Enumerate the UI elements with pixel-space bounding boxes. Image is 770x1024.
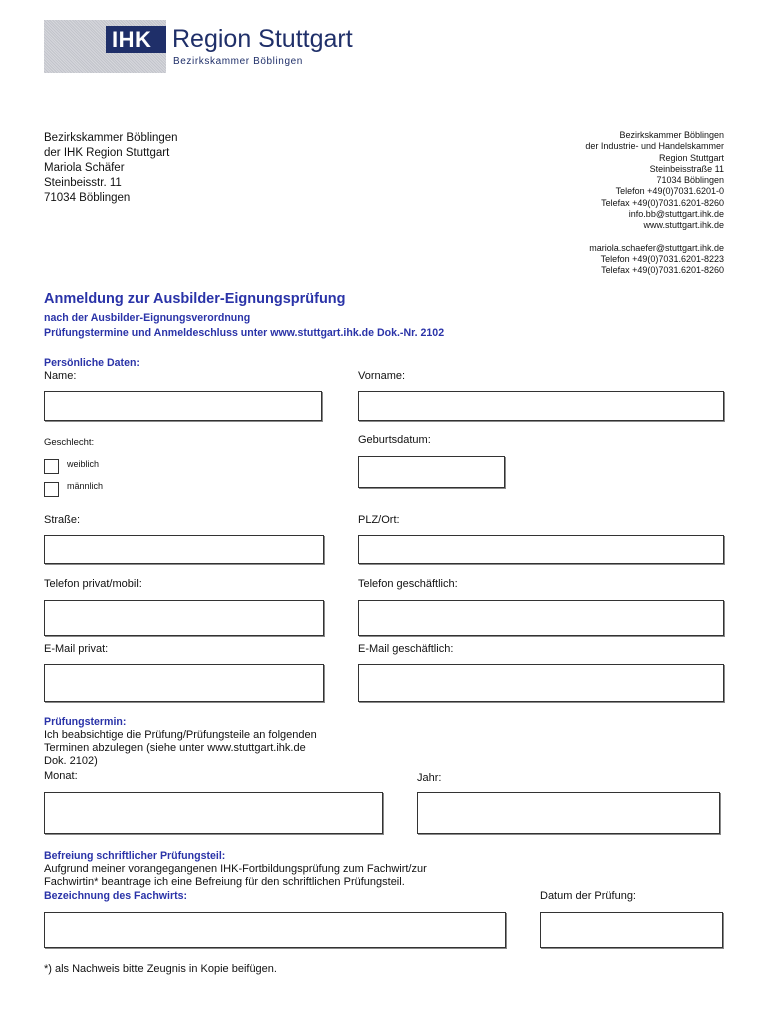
- female-checkbox[interactable]: [44, 459, 59, 474]
- fachwirt-label: Bezeichnung des Fachwirts:: [44, 890, 188, 902]
- email-private-field[interactable]: [44, 664, 324, 702]
- year-field[interactable]: [417, 792, 720, 834]
- plz-field[interactable]: [358, 535, 724, 564]
- contact-block: [585, 130, 724, 277]
- gender-label: Geschlecht:: [44, 437, 95, 448]
- contact-line: Telefon +49(0)7031.6201-8223: [600, 253, 724, 264]
- phone-business-label: Telefon geschäftlich:: [358, 578, 458, 590]
- phone-business-field[interactable]: [358, 600, 724, 636]
- logo-ihk: IHK: [106, 26, 166, 53]
- recipient-address: [44, 131, 178, 206]
- address-line: Bezirkskammer Böblingen: [44, 132, 178, 144]
- address-line: Mariola Schäfer: [44, 162, 125, 174]
- exemption-text: [44, 863, 427, 889]
- form-subtitle-deadline: Prüfungstermine und Anmeldeschluss unter www.stuttgart.ihk.de Dok.-Nr. 2102: [44, 327, 445, 339]
- address-line: Steinbeisstr. 11: [44, 177, 122, 189]
- contact-email[interactable]: info.bb@stuttgart.ihk.de: [628, 209, 724, 220]
- contact-line: Region Stuttgart: [658, 152, 724, 163]
- exam-date-heading: Prüfungstermin:: [44, 716, 127, 728]
- email-business-label: E-Mail geschäftlich:: [358, 643, 454, 655]
- month-label: Monat:: [44, 770, 78, 782]
- exam-text-line: Dok. 2102): [44, 755, 98, 768]
- logo-region-name: Region Stuttgart: [172, 25, 353, 53]
- name-label: Name:: [44, 370, 77, 382]
- female-label: weiblich: [67, 459, 100, 469]
- birthdate-field[interactable]: [358, 456, 505, 488]
- personal-email[interactable]: mariola.schaefer@stuttgart.ihk.de: [589, 242, 724, 253]
- year-label: Jahr:: [417, 772, 442, 784]
- street-label: Straße:: [44, 514, 81, 526]
- footnote: *) als Nachweis bitte Zeugnis in Kopie beifügen.: [44, 963, 277, 975]
- plz-label: PLZ/Ort:: [358, 514, 400, 526]
- personal-data-heading: Persönliche Daten:: [44, 357, 140, 369]
- exam-date-past-field[interactable]: [540, 912, 723, 948]
- exam-date-past-label: Datum der Prüfung:: [540, 890, 636, 902]
- logo-subtitle: Bezirkskammer Böblingen: [173, 56, 303, 67]
- contact-line: Bezirkskammer Böblingen: [619, 130, 724, 140]
- male-label: männlich: [67, 481, 104, 491]
- exemption-heading: Befreiung schriftlicher Prüfungsteil:: [44, 850, 226, 862]
- phone-private-field[interactable]: [44, 600, 324, 636]
- exam-date-text: [44, 729, 317, 769]
- exemption-text-line: Fachwirtin* beantrage ich eine Befreiung für den schriftlichen Prüfungsteil.: [44, 876, 405, 889]
- exemption-text-line: Aufgrund meiner vorangegangenen IHK-Fortbildungsprüfung zum Fachwirt/zur: [44, 863, 427, 875]
- contact-line: Telefax +49(0)7031.6201-8260: [601, 197, 724, 208]
- vorname-field[interactable]: [358, 391, 724, 421]
- form-title: Anmeldung zur Ausbilder-Eignungsprüfung: [44, 291, 346, 307]
- email-private-label: E-Mail privat:: [44, 643, 109, 655]
- contact-line: Steinbeisstraße 11: [649, 163, 724, 174]
- month-field[interactable]: [44, 792, 383, 834]
- male-checkbox[interactable]: [44, 482, 59, 497]
- email-business-field[interactable]: [358, 664, 724, 702]
- contact-line: der Industrie- und Handelskammer: [585, 141, 724, 152]
- contact-line: 71034 Böblingen: [656, 175, 724, 186]
- address-line: 71034 Böblingen: [44, 192, 131, 204]
- name-field[interactable]: [44, 391, 322, 421]
- vorname-label: Vorname:: [358, 370, 406, 382]
- exam-text-line: Ich beabsichtige die Prüfung/Prüfungsteile an folgenden: [44, 729, 317, 741]
- birthdate-label: Geburtsdatum:: [358, 434, 431, 446]
- phone-private-label: Telefon privat/mobil:: [44, 578, 142, 590]
- contact-website[interactable]: www.stuttgart.ihk.de: [643, 220, 724, 231]
- contact-line: Telefon +49(0)7031.6201-0: [615, 186, 724, 197]
- exam-text-line: Terminen abzulegen (siehe unter www.stuttgart.ihk.de: [44, 742, 306, 755]
- form-subtitle: nach der Ausbilder-Eignungsverordnung: [44, 312, 251, 324]
- street-field[interactable]: [44, 535, 324, 564]
- fachwirt-field[interactable]: [44, 912, 506, 948]
- contact-line: Telefax +49(0)7031.6201-8260: [601, 265, 724, 276]
- address-line: der IHK Region Stuttgart: [44, 147, 170, 159]
